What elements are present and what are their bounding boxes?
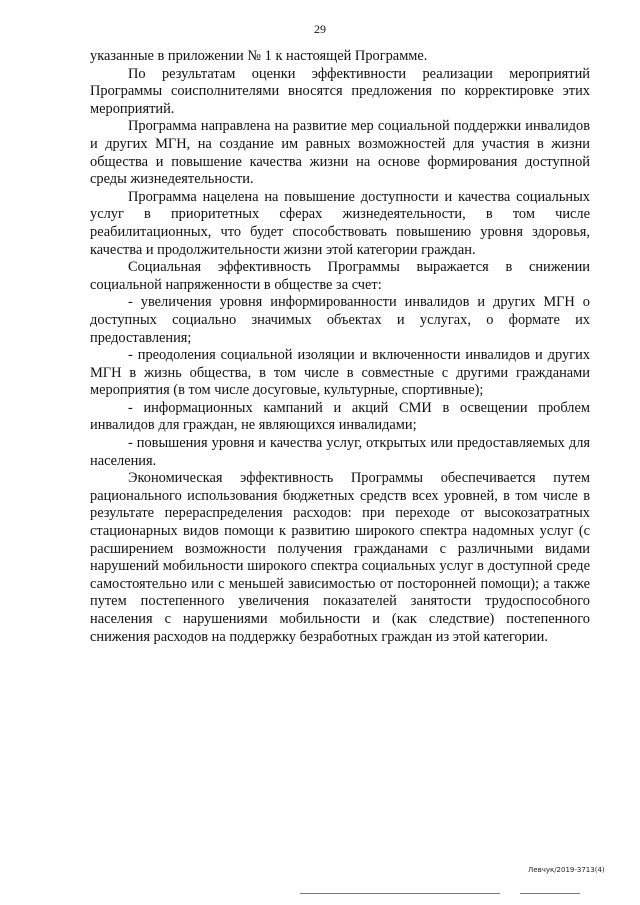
footer-rule bbox=[300, 893, 500, 894]
page-number: 29 bbox=[314, 22, 326, 36]
list-item-service-quality: - повышения уровня и качества услуг, открытых или предоставляемых для населения. bbox=[90, 435, 590, 469]
paragraph-program-direction: Программа направлена на развитие мер социальной поддержки инвалидов и других МГН, на создание им равных возможностей для участия в жизни общества и повышение качества жизни на основе формирования доступной среды жизнедеятельности. bbox=[90, 118, 590, 188]
paragraph-continuation: указанные в приложении № 1 к настоящей Программе. bbox=[90, 48, 428, 64]
list-item-isolation: - преодоления социальной изоляции и включенности инвалидов и других МГН в жизнь общества, в том числе в совместные с другими гражданами мероприятия (в том числе досуговые, культурные, спортивные); bbox=[90, 347, 590, 399]
paragraph-program-aim: Программа нацелена на повышение доступности и качества социальных услуг в приоритетных сферах жизнедеятельности, в том числе реабилитационных, что будет способствовать повышению уровня здоровья, качества и продолжительности жизни этой категории граждан. bbox=[90, 188, 590, 258]
paragraph-social-efficiency: Социальная эффективность Программы выражается в снижении социальной напряженности в обществе за счет: bbox=[90, 259, 590, 293]
footer-code: Левчук/2019-3713(4) bbox=[528, 866, 605, 874]
list-item-awareness: - увеличения уровня информированности инвалидов и других МГН о доступных социально значимых объектах и услугах, о формате их предоставления; bbox=[90, 294, 590, 346]
document-body bbox=[90, 48, 590, 646]
paragraph-evaluation-results: По результатам оценки эффективности реализации мероприятий Программы соисполнителями вносятся предложения по корректировке этих мероприятий. bbox=[90, 65, 590, 117]
list-item-media-campaigns: - информационных кампаний и акций СМИ в освещении проблем инвалидов для граждан, не являющихся инвалидами; bbox=[90, 399, 590, 434]
paragraph-economic-efficiency: Экономическая эффективность Программы обеспечивается путем рационального использования бюджетных средств всех уровней, в том числе в результате перераспределения расходов: при переходе от высокозатратных стационарных видов помощи к развитию широкого спектра надомных услуг (с расширением возможности получения гражданами с различными видами нарушений мобильности широкого спектра социальных услуг в доступной среде самостоятельно или с меньшей зависимостью от посторонней помощи); а также путем постепенного увеличения показателей занятости трудоспособного населения с нарушениями мобильности и (как следствие) постепенного снижения расходов на поддержку безработных граждан из этой категории. bbox=[90, 470, 590, 645]
footer-rule-short bbox=[520, 893, 580, 894]
